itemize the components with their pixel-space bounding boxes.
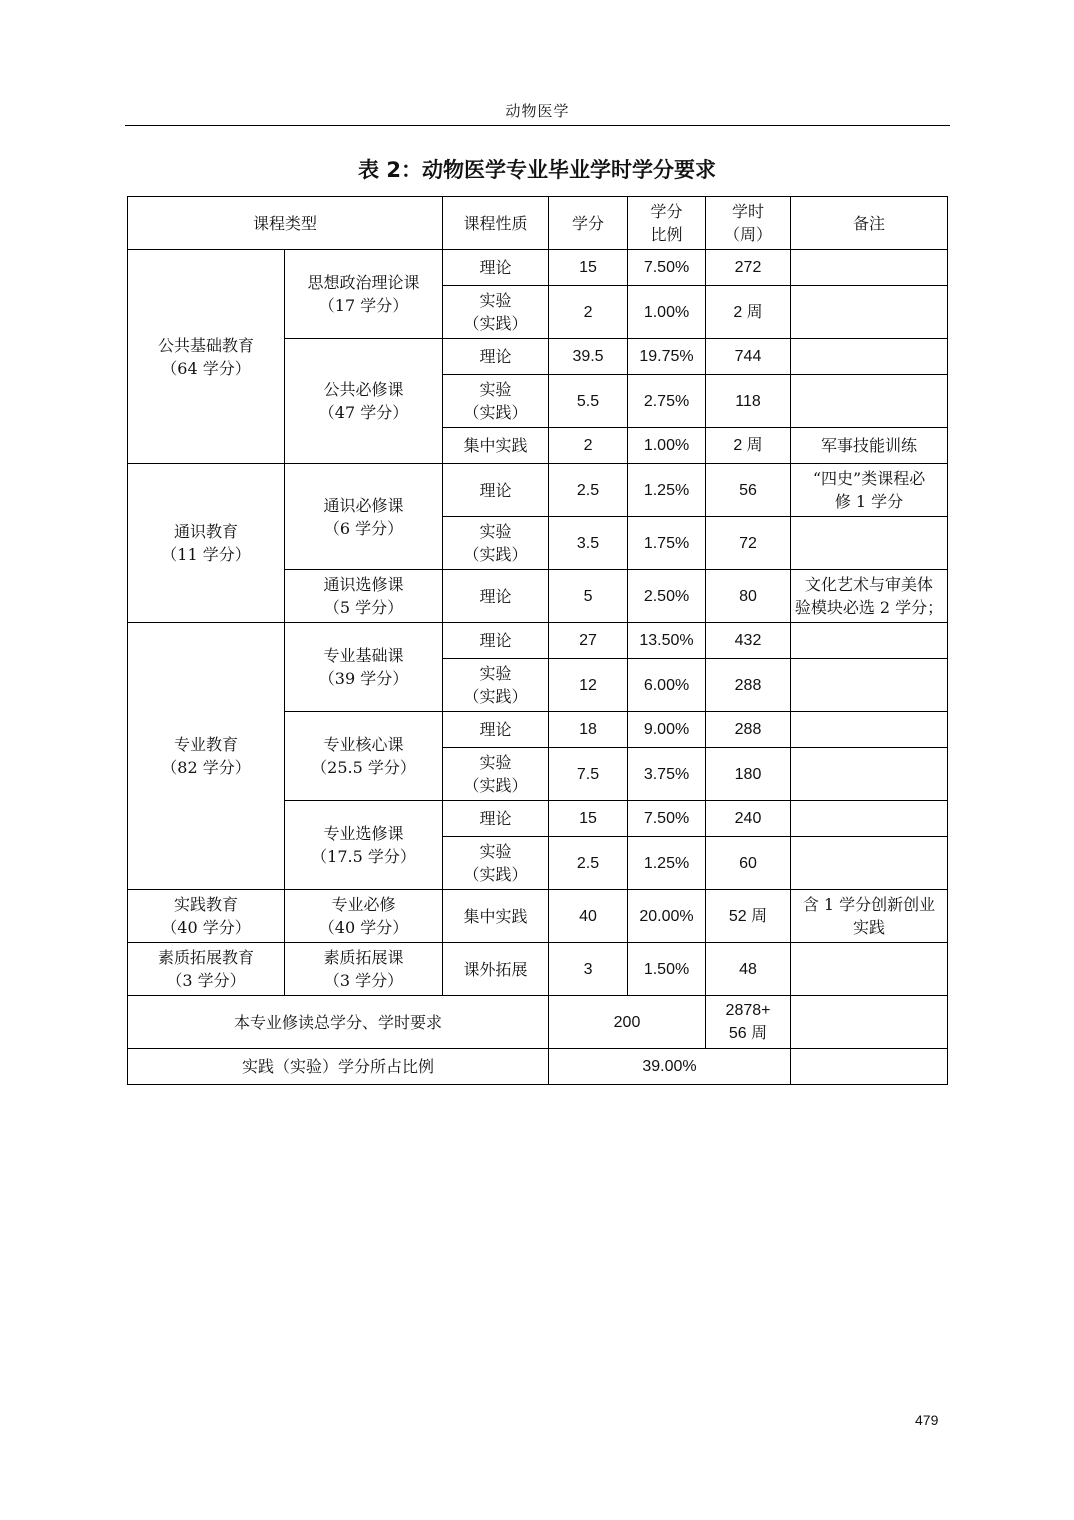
cell-credit: 39.5 — [549, 339, 628, 375]
col-header-credit: 学分 — [549, 197, 628, 250]
totals-note — [791, 996, 948, 1049]
cell-credit: 40 — [549, 890, 628, 943]
subgroup-major-elective: 专业选修课 （17.5 学分） — [285, 801, 443, 890]
cell-credit: 12 — [549, 659, 628, 712]
cell-nature: 实验 （实践） — [443, 517, 549, 570]
cell-ratio: 7.50% — [628, 801, 706, 837]
cell-note — [791, 659, 948, 712]
cell-ratio: 9.00% — [628, 712, 706, 748]
credit-requirements-table — [127, 196, 948, 1085]
cell-credit: 5 — [549, 570, 628, 623]
cell-note — [791, 339, 948, 375]
cell-nature: 理论 — [443, 339, 549, 375]
cell-nature: 理论 — [443, 570, 549, 623]
cell-note — [791, 748, 948, 801]
table-row — [128, 943, 948, 996]
cell-ratio: 1.25% — [628, 464, 706, 517]
subgroup-major-core: 专业核心课 （25.5 学分） — [285, 712, 443, 801]
totals-row — [128, 996, 948, 1049]
cell-note — [791, 375, 948, 428]
cell-nature: 理论 — [443, 250, 549, 286]
totals-credit: 200 — [549, 996, 706, 1049]
cell-nature: 集中实践 — [443, 890, 549, 943]
cell-hours: 56 — [706, 464, 791, 517]
group-major: 专业教育 （82 学分） — [128, 623, 285, 890]
col-header-type: 课程类型 — [128, 197, 443, 250]
cell-credit: 18 — [549, 712, 628, 748]
col-header-note: 备注 — [791, 197, 948, 250]
cell-hours: 272 — [706, 250, 791, 286]
cell-credit: 7.5 — [549, 748, 628, 801]
cell-nature: 实验 （实践） — [443, 837, 549, 890]
cell-note: 军事技能训练 — [791, 428, 948, 464]
cell-ratio: 7.50% — [628, 250, 706, 286]
subgroup-general-elective: 通识选修课 （5 学分） — [285, 570, 443, 623]
cell-ratio: 19.75% — [628, 339, 706, 375]
subgroup-major-basic: 专业基础课 （39 学分） — [285, 623, 443, 712]
cell-credit: 2.5 — [549, 837, 628, 890]
cell-ratio: 1.50% — [628, 943, 706, 996]
cell-note: 文化艺术与审美体 验模块必选 2 学分； — [791, 570, 948, 623]
cell-hours: 118 — [706, 375, 791, 428]
cell-credit: 3 — [549, 943, 628, 996]
cell-note — [791, 801, 948, 837]
cell-ratio: 3.75% — [628, 748, 706, 801]
cell-nature: 课外拓展 — [443, 943, 549, 996]
cell-nature: 理论 — [443, 801, 549, 837]
practice-ratio-row — [128, 1049, 948, 1085]
table-header-row — [128, 197, 948, 250]
cell-note — [791, 517, 948, 570]
cell-hours: 72 — [706, 517, 791, 570]
cell-credit: 2.5 — [549, 464, 628, 517]
cell-nature: 实验 （实践） — [443, 375, 549, 428]
practice-ratio-label: 实践（实验）学分所占比例 — [128, 1049, 549, 1085]
cell-hours: 288 — [706, 712, 791, 748]
cell-hours: 2 周 — [706, 286, 791, 339]
cell-hours: 80 — [706, 570, 791, 623]
cell-credit: 2 — [549, 286, 628, 339]
cell-ratio: 1.75% — [628, 517, 706, 570]
cell-note: “四史”类课程必 修 1 学分 — [791, 464, 948, 517]
cell-nature: 实验 （实践） — [443, 748, 549, 801]
cell-nature: 理论 — [443, 464, 549, 517]
running-header: 动物医学 — [505, 102, 570, 120]
totals-label: 本专业修读总学分、学时要求 — [128, 996, 549, 1049]
cell-credit: 5.5 — [549, 375, 628, 428]
cell-note — [791, 837, 948, 890]
cell-credit: 15 — [549, 801, 628, 837]
cell-ratio: 13.50% — [628, 623, 706, 659]
cell-ratio: 1.00% — [628, 428, 706, 464]
group-practice: 实践教育 （40 学分） — [128, 890, 285, 943]
cell-note — [791, 623, 948, 659]
cell-nature: 理论 — [443, 623, 549, 659]
table-row — [128, 464, 948, 517]
table-row — [128, 890, 948, 943]
cell-note — [791, 286, 948, 339]
cell-nature: 集中实践 — [443, 428, 549, 464]
cell-ratio: 1.25% — [628, 837, 706, 890]
cell-ratio: 1.00% — [628, 286, 706, 339]
table-row — [128, 623, 948, 659]
group-quality: 素质拓展教育 （3 学分） — [128, 943, 285, 996]
subgroup-general-required: 通识必修课 （6 学分） — [285, 464, 443, 570]
cell-credit: 27 — [549, 623, 628, 659]
cell-credit: 15 — [549, 250, 628, 286]
cell-hours: 288 — [706, 659, 791, 712]
table-row — [128, 250, 948, 286]
cell-note: 含 1 学分创新创业 实践 — [791, 890, 948, 943]
subgroup-quality-course: 素质拓展课 （3 学分） — [285, 943, 443, 996]
practice-ratio-value: 39.00% — [549, 1049, 791, 1085]
cell-hours: 2 周 — [706, 428, 791, 464]
table-title: 表 2：动物医学专业毕业学时学分要求 — [358, 158, 716, 182]
cell-note — [791, 712, 948, 748]
subgroup-politics: 思想政治理论课 （17 学分） — [285, 250, 443, 339]
cell-note — [791, 943, 948, 996]
col-header-ratio: 学分 比例 — [628, 197, 706, 250]
cell-hours: 240 — [706, 801, 791, 837]
cell-nature: 理论 — [443, 712, 549, 748]
totals-hours: 2878+ 56 周 — [706, 996, 791, 1049]
cell-hours: 744 — [706, 339, 791, 375]
cell-hours: 60 — [706, 837, 791, 890]
subgroup-public-required: 公共必修课 （47 学分） — [285, 339, 443, 464]
cell-ratio: 6.00% — [628, 659, 706, 712]
cell-hours: 180 — [706, 748, 791, 801]
group-general: 通识教育 （11 学分） — [128, 464, 285, 623]
group-public: 公共基础教育 （64 学分） — [128, 250, 285, 464]
subgroup-major-required: 专业必修 （40 学分） — [285, 890, 443, 943]
cell-hours: 48 — [706, 943, 791, 996]
cell-nature: 实验 （实践） — [443, 286, 549, 339]
practice-ratio-note — [791, 1049, 948, 1085]
cell-hours: 52 周 — [706, 890, 791, 943]
col-header-hours: 学时 （周） — [706, 197, 791, 250]
cell-ratio: 20.00% — [628, 890, 706, 943]
cell-hours: 432 — [706, 623, 791, 659]
col-header-nature: 课程性质 — [443, 197, 549, 250]
cell-credit: 3.5 — [549, 517, 628, 570]
cell-ratio: 2.50% — [628, 570, 706, 623]
cell-ratio: 2.75% — [628, 375, 706, 428]
page-number: 479 — [915, 1412, 939, 1428]
cell-note — [791, 250, 948, 286]
cell-nature: 实验 （实践） — [443, 659, 549, 712]
cell-credit: 2 — [549, 428, 628, 464]
header-rule — [125, 125, 950, 126]
